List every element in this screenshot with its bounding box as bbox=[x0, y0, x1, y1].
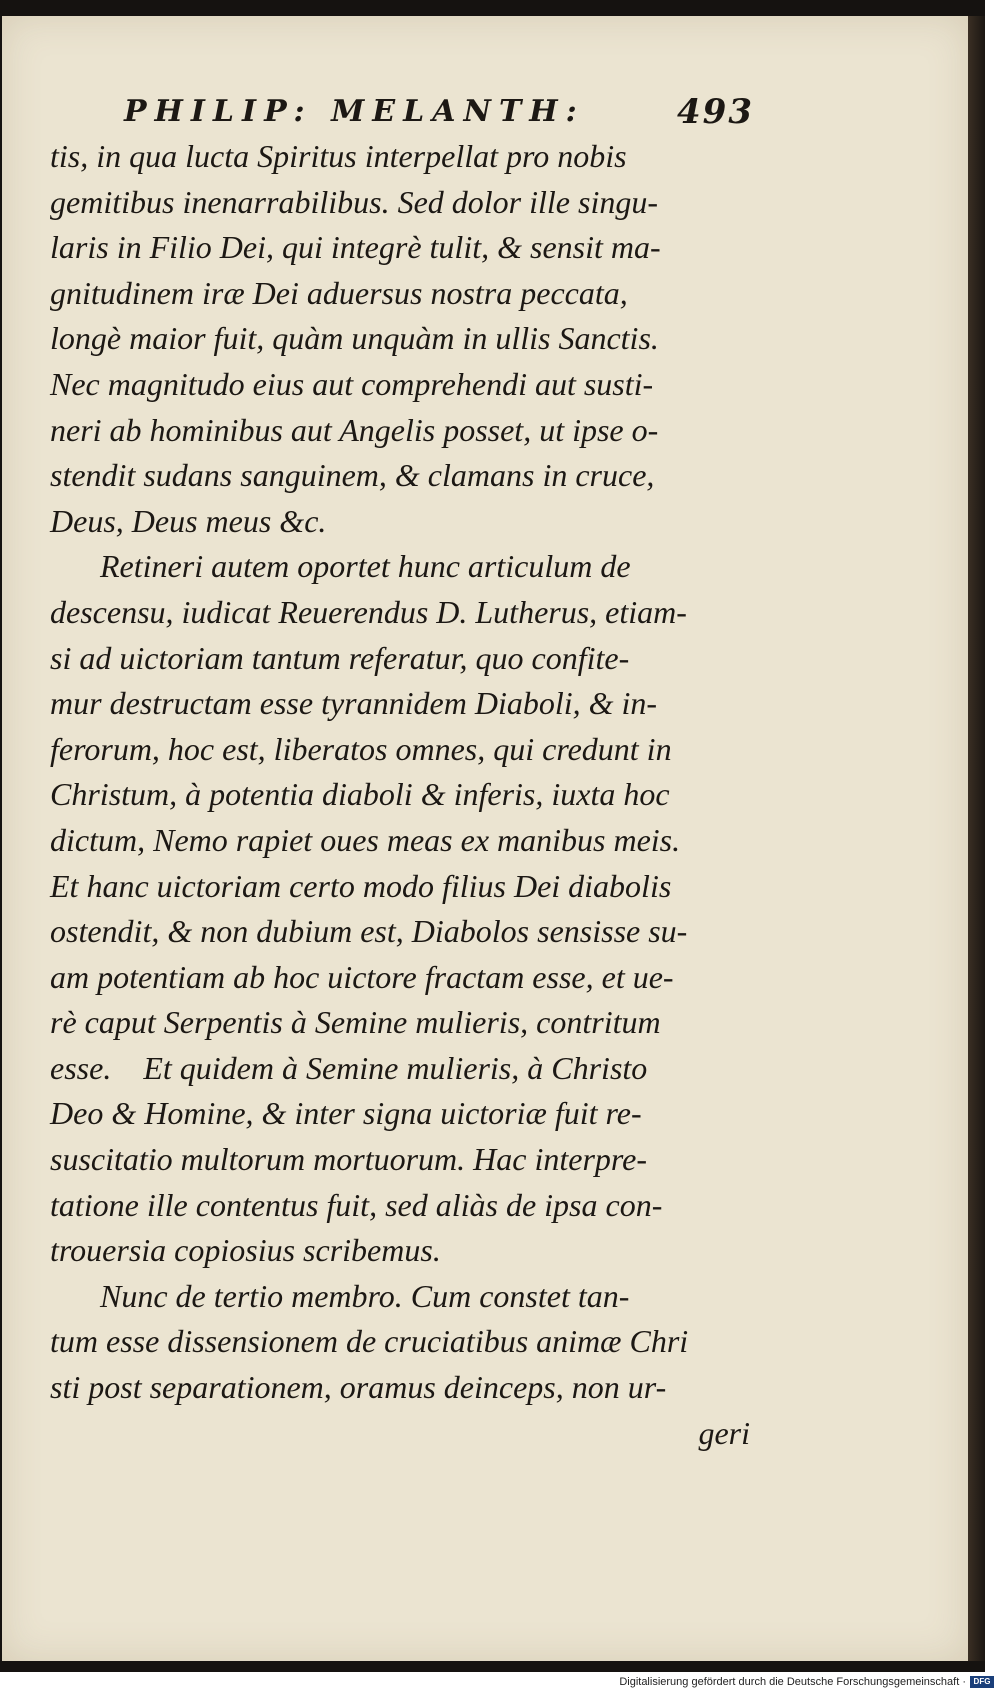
text-line: descensu, iudicat Reuerendus D. Lutherus, etiam- bbox=[50, 593, 687, 630]
text-line: longè maior fuit, quàm unquàm in ullis Sanctis. bbox=[50, 320, 659, 357]
dfg-logo-icon: DFG bbox=[970, 1676, 994, 1688]
text-line: Deus, Deus meus &c. bbox=[50, 502, 327, 539]
text-line: neri ab hominibus aut Angelis posset, ut ipse o- bbox=[50, 411, 659, 448]
text-line: rè caput Serpentis à Semine mulieris, contritum bbox=[50, 1004, 661, 1041]
paragraph-start-line: Nunc de tertio membro. Cum constet tan- bbox=[100, 1277, 630, 1314]
text-line: gnitudinem iræ Dei aduersus nostra peccata, bbox=[50, 274, 628, 311]
text-line: tis, in qua lucta Spiritus interpellat pro nobis bbox=[50, 138, 627, 174]
running-head: PHILIP: MELANTH: bbox=[124, 94, 585, 129]
body-text bbox=[50, 134, 750, 1456]
text-line: Christum, à potentia diaboli & inferis, iuxta hoc bbox=[50, 776, 670, 813]
text-line: Nec magnitudo eius aut comprehendi aut susti- bbox=[50, 365, 654, 402]
text-line: ferorum, hoc est, liberatos omnes, qui credunt in bbox=[50, 730, 672, 767]
page-header bbox=[124, 92, 754, 132]
text-line: tum esse dissensionem de cruciatibus animæ Chri bbox=[50, 1323, 689, 1360]
paragraph-start-line: Retineri autem oportet hunc articulum de bbox=[100, 548, 631, 585]
text-line: esse. Et quidem à Semine mulieris, à Christo bbox=[50, 1049, 648, 1086]
digitization-footer bbox=[0, 1672, 1000, 1693]
text-line: stendit sudans sanguinem, & clamans in cruce, bbox=[50, 457, 655, 494]
book-page bbox=[2, 16, 968, 1661]
text-line: Deo & Homine, & inter signa uictoriæ fuit re- bbox=[50, 1095, 642, 1132]
text-line: tatione ille contentus fuit, sed aliàs de ipsa con- bbox=[50, 1186, 663, 1223]
text-line: trouersia copiosius scribemus. bbox=[50, 1232, 441, 1269]
page-edge-shadow bbox=[968, 16, 985, 1661]
catchword: geri bbox=[698, 1414, 750, 1451]
funding-credit: Digitalisierung gefördert durch die Deutsche Forschungsgemeinschaft · bbox=[619, 1676, 966, 1688]
text-line: ostendit, & non dubium est, Diabolos sensisse su- bbox=[50, 913, 688, 950]
text-line: gemitibus inenarrabilibus. Sed dolor ille singu- bbox=[50, 183, 658, 220]
text-line: dictum, Nemo rapiet oues meas ex manibus meis. bbox=[50, 821, 681, 858]
page-number: 493 bbox=[677, 92, 754, 132]
text-line: am potentiam ab hoc uictore fractam esse, et ue- bbox=[50, 958, 674, 995]
text-line: mur destructam esse tyrannidem Diaboli, & in- bbox=[50, 685, 658, 722]
text-line: si ad uictoriam tantum referatur, quo confite- bbox=[50, 639, 630, 676]
text-line: suscitatio multorum mortuorum. Hac interpre- bbox=[50, 1141, 648, 1178]
text-line: sti post separationem, oramus deinceps, non ur- bbox=[50, 1369, 667, 1406]
text-line: Et hanc uictoriam certo modo filius Dei diabolis bbox=[50, 867, 672, 904]
text-line: laris in Filio Dei, qui integrè tulit, & sensit ma- bbox=[50, 229, 661, 266]
